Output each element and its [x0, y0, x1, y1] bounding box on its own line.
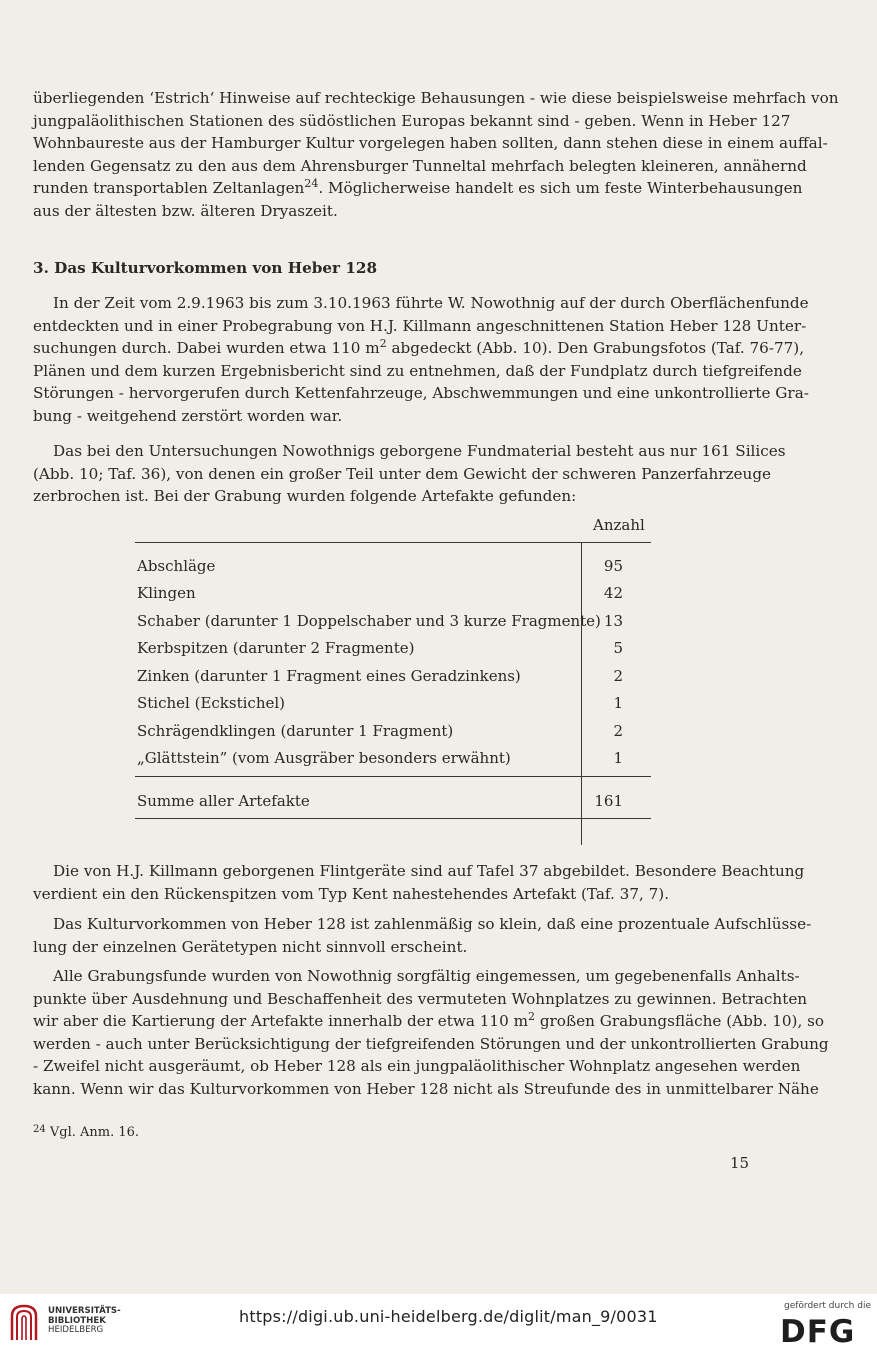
paragraph-3 — [33, 440, 786, 508]
row-value: 1 — [613, 749, 623, 767]
superscript: 2 — [379, 337, 387, 351]
text-segment: runden transportablen Zeltanlagen — [33, 179, 305, 198]
column-header: Anzahl — [593, 516, 645, 534]
text-line: entdeckten und in einer Probegrabung von H.J. Killmann angeschnittenen Station Heber 128 Unter- — [33, 316, 807, 335]
table-row — [135, 722, 651, 748]
institution-line: HEIDELBERG — [48, 1325, 104, 1336]
text-segment: suchungen durch. Dabei wurden etwa 110 m — [33, 339, 380, 358]
row-label: Klingen — [137, 584, 196, 602]
row-label: Kerbspitzen (darunter 2 Fragmente) — [137, 639, 415, 657]
text-line: aus der ältesten bzw. älteren Dryaszeit. — [33, 201, 338, 220]
row-value: 2 — [613, 722, 623, 740]
text-line: lenden Gegensatz zu den aus dem Ahrensburger Tunneltal mehrfach belegten kleineren, annähernd — [33, 156, 807, 175]
row-value: 5 — [613, 639, 623, 657]
table-rule — [135, 776, 651, 777]
text-line: Wohnbaureste aus der Hamburger Kultur vorgelegen haben sollten, dann stehen diese in einem auffal- — [33, 134, 828, 153]
row-value: 2 — [613, 667, 623, 685]
text-line: Plänen und dem kurzen Ergebnisbericht sind zu entnehmen, daß der Fundplatz durch tiefgreifende — [33, 361, 802, 380]
paragraph-6 — [33, 965, 829, 1101]
paragraph-4 — [33, 860, 805, 905]
table-rule — [135, 818, 651, 819]
text-segment: abgedeckt (Abb. 10). Den Grabungsfotos (Taf. 76-77), — [386, 339, 805, 358]
paragraph-2 — [33, 292, 809, 428]
text-line: In der Zeit vom 2.9.1963 bis zum 3.10.1963 führte W. Nowothnig auf der durch Oberflächenfunde — [53, 294, 809, 312]
text-line: bung - weitgehend zerstört worden war. — [33, 406, 343, 425]
row-label: Schrägendklingen (darunter 1 Fragment) — [137, 722, 454, 740]
row-label: Stichel (Eckstichel) — [137, 694, 286, 712]
section-heading: 3. Das Kulturvorkommen von Heber 128 — [33, 259, 378, 277]
text-line: punkte über Ausdehnung und Beschaffenheit des vermuteten Wohnplatzes zu gewinnen. Betrachten — [33, 989, 808, 1008]
text-segment: wir aber die Kartierung der Artefakte innerhalb der etwa 110 m — [33, 1012, 528, 1031]
table-rule — [135, 542, 651, 543]
table-row — [135, 557, 651, 583]
total-label: Summe aller Artefakte — [137, 792, 310, 810]
text-line: verdient ein den Rückenspitzen vom Typ Kent nahestehendes Artefakt (Taf. 37, 7). — [33, 884, 670, 903]
institution-line: BIBLIOTHEK — [48, 1315, 106, 1326]
text-line: (Abb. 10; Taf. 36), von denen ein großer Teil unter dem Gewicht der schweren Panzerfahrzeuge — [33, 464, 772, 483]
text-line: Störungen - hervorgerufen durch Kettenfahrzeuge, Abschwemmungen und eine unkontrollierte Gra- — [33, 384, 809, 403]
text-line: kann. Wenn wir das Kulturvorkommen von Heber 128 nicht als Streufunde des in unmittelbarer Nähe — [33, 1079, 819, 1098]
text-line — [33, 177, 803, 200]
funding-caption: gefördert durch die — [784, 1301, 871, 1311]
text-line: lung der einzelnen Gerätetypen nicht sinnvoll erscheint. — [33, 937, 468, 956]
table-total-row — [135, 792, 651, 818]
row-label: „Glättstein” (vom Ausgräber besonders erwähnt) — [137, 749, 511, 767]
paragraph-5 — [33, 913, 812, 958]
text-line — [33, 337, 805, 360]
row-label: Abschläge — [137, 557, 216, 575]
page-number: 15 — [730, 1154, 750, 1172]
footnote-text: Vgl. Anm. 16. — [49, 1125, 140, 1140]
footer-bar — [0, 1294, 877, 1356]
text-line: zerbrochen ist. Bei der Grabung wurden folgende Artefakte gefunden: — [33, 487, 577, 506]
superscript: 2 — [528, 1010, 535, 1024]
table-row — [135, 667, 651, 693]
dfg-logo[interactable]: DFG — [780, 1314, 856, 1350]
paragraph-1 — [33, 87, 839, 223]
footnote — [33, 1125, 139, 1140]
library-logo-icon[interactable] — [8, 1302, 40, 1342]
text-segment: großen Grabungsfläche (Abb. 10), so — [535, 1012, 825, 1031]
permalink-url[interactable]: https://digi.ub.uni-heidelberg.de/diglit/man_9/0031 — [239, 1307, 658, 1326]
row-label: Schaber (darunter 1 Doppelschaber und 3 kurze Fragmente) — [137, 612, 601, 630]
text-line: jungpaläolithischen Stationen des südöstlichen Europas bekannt sind - geben. Wenn in Heber 127 — [33, 111, 791, 130]
row-value: 95 — [603, 557, 623, 575]
table-row — [135, 612, 651, 638]
row-value: 1 — [613, 694, 623, 712]
text-line: Das Kulturvorkommen von Heber 128 ist zahlenmäßig so klein, daß eine prozentuale Aufschlüsse- — [53, 915, 812, 933]
table-row — [135, 694, 651, 720]
text-line — [33, 1010, 825, 1033]
total-value: 161 — [594, 792, 623, 810]
table-row — [135, 584, 651, 610]
text-line: werden - auch unter Berücksichtigung der tiefgreifenden Störungen und der unkontrollierten Grabung — [33, 1034, 829, 1053]
row-value: 42 — [603, 584, 623, 602]
text-line: überliegenden ‘Estrich‘ Hinweise auf rechteckige Behausungen - wie diese beispielsweise mehrfach von — [33, 89, 839, 107]
row-label: Zinken (darunter 1 Fragment eines Geradzinkens) — [137, 667, 521, 685]
text-segment: . Möglicherweise handelt es sich um feste Winterbehausungen — [318, 179, 803, 198]
institution-name — [48, 1307, 121, 1336]
text-line: - Zweifel nicht ausgeräumt, ob Heber 128 als ein jungpaläolithischer Wohnplatz angesehen werden — [33, 1057, 801, 1076]
table-row — [135, 639, 651, 665]
table-row — [135, 749, 651, 775]
footnote-ref[interactable]: 24 — [304, 177, 319, 191]
footnote-number: 24 — [33, 1124, 46, 1135]
institution-line: UNIVERSITÄTS- — [48, 1306, 121, 1316]
text-line: Die von H.J. Killmann geborgenen Flintgeräte sind auf Tafel 37 abgebildet. Besondere Beachtung — [53, 862, 805, 880]
row-value: 13 — [603, 612, 623, 630]
text-line: Das bei den Untersuchungen Nowothnigs geborgene Fundmaterial besteht aus nur 161 Silices — [53, 442, 786, 460]
text-line: Alle Grabungsfunde wurden von Nowothnig sorgfältig eingemessen, um gegebenenfalls Anhalts- — [53, 967, 800, 985]
